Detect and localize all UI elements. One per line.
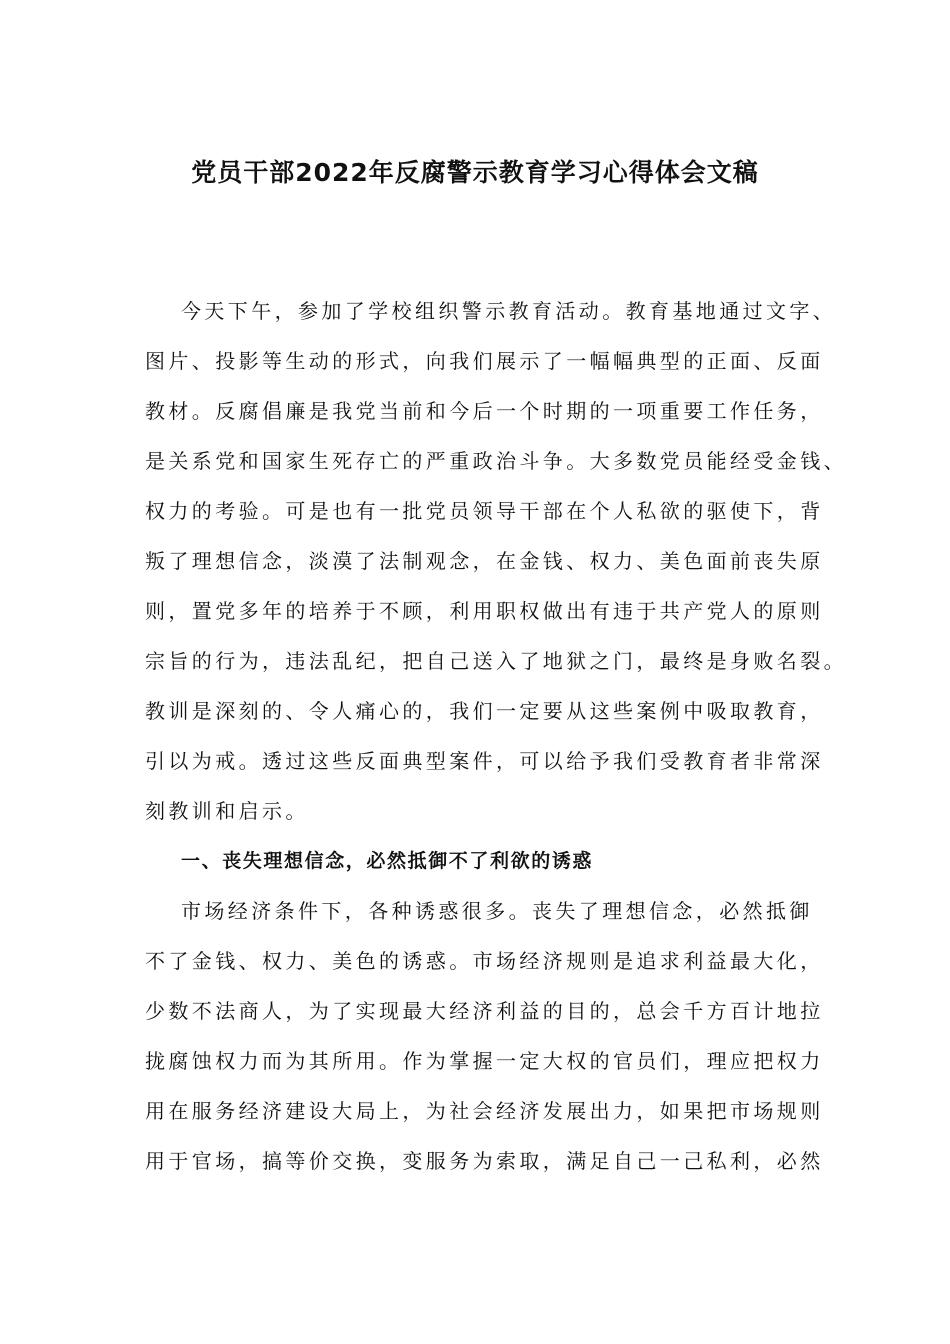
paragraph-line: 今天下午，参加了学校组织警示教育活动。教育基地通过文字、: [181, 299, 837, 323]
paragraph-section-one: [145, 886, 825, 1186]
paragraph-intro: [145, 286, 847, 836]
paragraph-line: 权力的考验。可是也有一批党员领导干部在个人私欲的驱使下，背: [145, 499, 824, 523]
paragraph-line: 是关系党和国家生死存亡的严重政治斗争。大多数党员能经受金钱、: [145, 449, 847, 473]
paragraph-line: 叛了理想信念，淡漠了法制观念，在金钱、权力、美色面前丧失原: [145, 549, 824, 573]
paragraph-line: 刻教训和启示。: [145, 799, 309, 823]
paragraph-line: 图片、投影等生动的形式，向我们展示了一幅幅典型的正面、反面: [145, 349, 824, 373]
paragraph-line: 则，置党多年的培养于不顾，利用职权做出有违于共产党人的原则: [145, 599, 824, 623]
paragraph-line: 不了金钱、权力、美色的诱惑。市场经济规则是追求利益最大化，: [145, 949, 824, 973]
section-heading: [145, 836, 825, 886]
paragraph-line: 拢腐蚀权力而为其所用。作为掌握一定大权的官员们，理应把权力: [145, 1049, 824, 1073]
paragraph-line: 引以为戒。透过这些反面典型案件，可以给予我们受教育者非常深: [145, 749, 824, 773]
paragraph-line: 用在服务经济建设大局上，为社会经济发展出力，如果把市场规则: [145, 1099, 824, 1123]
paragraph-line: 市场经济条件下，各种诱惑很多。丧失了理想信念，必然抵御: [181, 899, 813, 923]
section-heading-text: 一、丧失理想信念，必然抵御不了利欲的诱惑: [181, 850, 594, 872]
document-title: 党员干部2022年反腐警示教育学习心得体会文稿: [191, 158, 759, 187]
paragraph-line: 教训是深刻的、令人痛心的，我们一定要从这些案例中吸取教育，: [145, 699, 824, 723]
paragraph-line: 用于官场，搞等价交换，变服务为索取，满足自己一己私利，必然: [145, 1149, 824, 1173]
paragraph-line: 宗旨的行为，违法乱纪，把自己送入了地狱之门，最终是身败名裂。: [145, 649, 847, 673]
paragraph-line: 教材。反腐倡廉是我党当前和今后一个时期的一项重要工作任务，: [145, 399, 824, 423]
paragraph-line: 少数不法商人，为了实现最大经济利益的目的，总会千方百计地拉: [145, 999, 824, 1023]
